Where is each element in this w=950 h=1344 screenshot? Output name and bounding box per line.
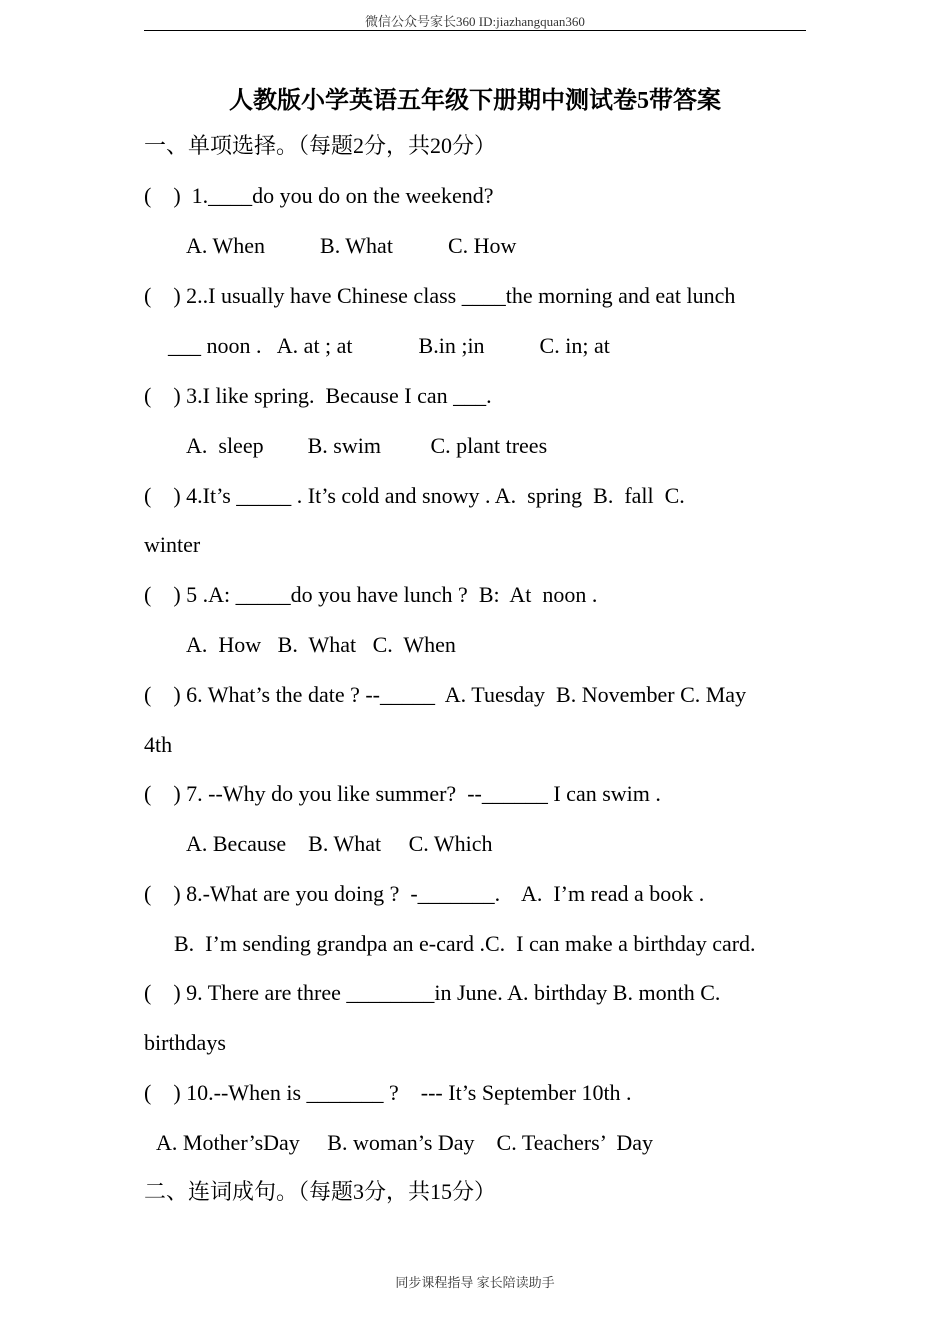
question-continuation: B. I’m sending grandpa an e-card .C. I can make a birthday card. xyxy=(174,931,756,956)
section-heading: 二、连词成句。（每题3分，共15分） xyxy=(144,1179,497,1204)
question-stem: ( ) 2..I usually have Chinese class ____the morning and eat lunch xyxy=(144,283,736,308)
question-continuation: birthdays xyxy=(144,1030,226,1055)
page-header: 微信公众号家长360 ID:jiazhangquan360 xyxy=(365,14,585,29)
page-footer: 同步课程指导 家长陪读助手 xyxy=(395,1275,555,1290)
question-options: A. Mother’sDay B. woman’s Day C. Teachers’ Day xyxy=(156,1130,654,1155)
question-stem: ( ) 4.It’s _____ . It’s cold and snowy . A. spring B. fall C. xyxy=(144,483,685,508)
question-options: A. When B. What C. How xyxy=(186,233,517,258)
question-stem: ( ) 8.-What are you doing ? -_______. A. I’m read a book . xyxy=(144,881,705,906)
question-stem: ( ) 5 .A: _____do you have lunch ? B: At noon . xyxy=(144,582,598,607)
question-stem: ( ) 3.I like spring. Because I can ___. xyxy=(144,383,492,408)
question-stem: ( ) 6. What’s the date ? --_____ A. Tuesday B. November C. May xyxy=(144,682,747,707)
question-continuation: 4th xyxy=(144,732,173,757)
question-stem: ( ) 9. There are three ________in June. A. birthday B. month C. xyxy=(144,980,721,1005)
question-options: A. Because B. What C. Which xyxy=(186,831,493,856)
question-continuation: winter xyxy=(144,532,201,557)
section-heading: 一、单项选择。（每题2分，共20分） xyxy=(144,133,497,158)
question-options: A. sleep B. swim C. plant trees xyxy=(186,433,548,458)
page-title: 人教版小学英语五年级下册期中测试卷5带答案 xyxy=(229,88,721,114)
header-divider xyxy=(144,30,806,31)
question-continuation: ___ noon . A. at ; at B.in ;in C. in; at xyxy=(168,333,610,358)
question-stem: ( ) 10.--When is _______ ? --- It’s September 10th . xyxy=(144,1080,632,1105)
question-options: A. How B. What C. When xyxy=(186,632,456,657)
question-stem: ( ) 1.____do you do on the weekend? xyxy=(144,183,494,208)
question-stem: ( ) 7. --Why do you like summer? --______ I can swim . xyxy=(144,781,661,806)
